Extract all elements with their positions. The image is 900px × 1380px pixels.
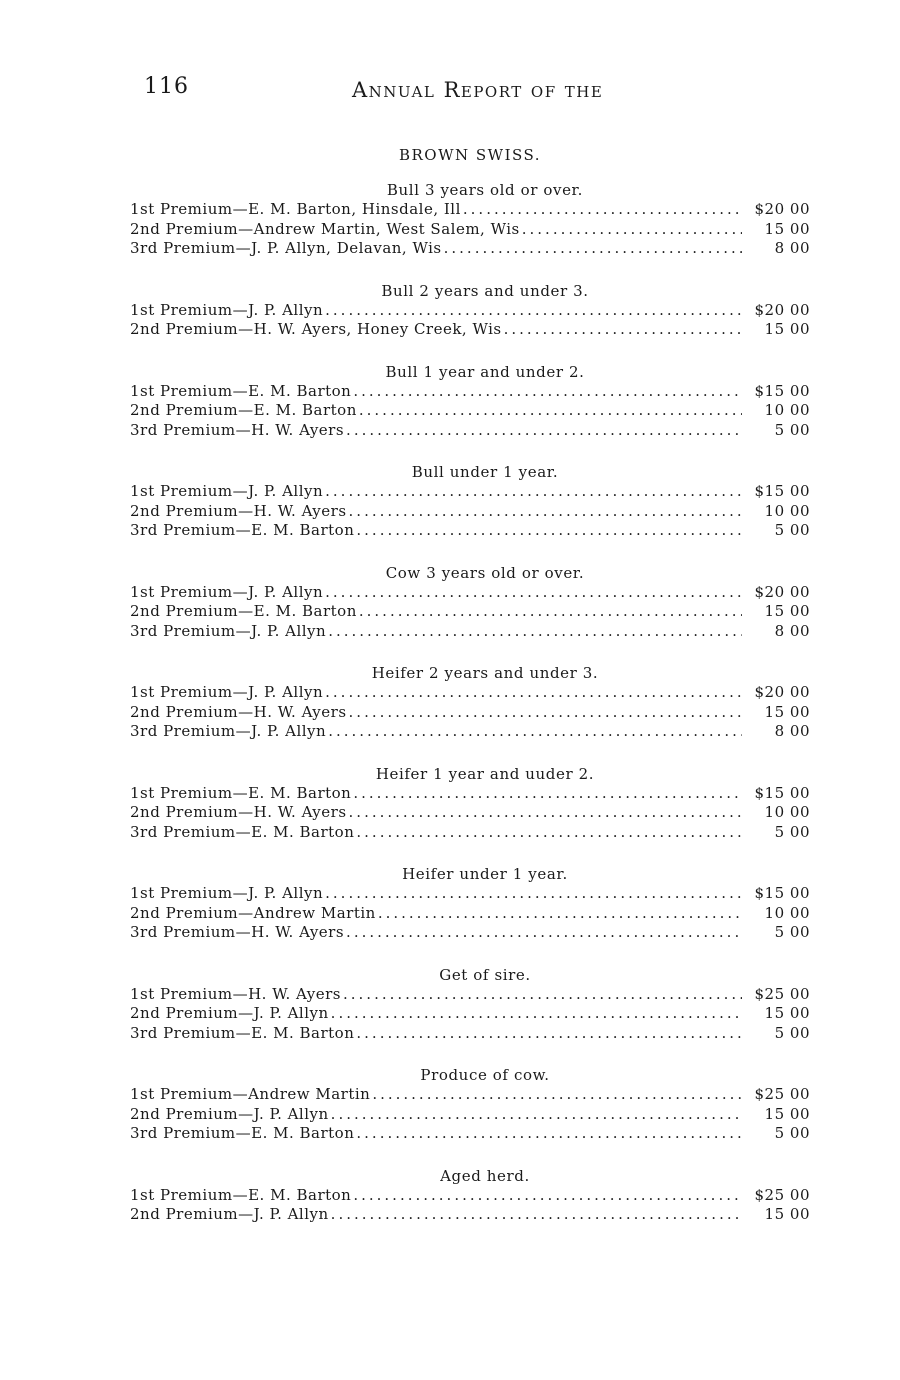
dot-leader	[356, 823, 742, 843]
class-title: Heifer 2 years and under 3.	[371, 664, 599, 682]
page-header	[144, 74, 804, 108]
award-dash: —	[238, 501, 254, 520]
award-winner: J. P. Allyn	[248, 582, 324, 601]
class-block	[130, 764, 810, 843]
award-place: 3rd Premium	[130, 621, 236, 640]
award-dash: —	[235, 822, 252, 841]
dot-leader	[346, 923, 742, 943]
award-row	[130, 382, 810, 402]
award-amount: $15 00	[754, 783, 810, 802]
award-place: 2nd Premium	[130, 903, 239, 922]
award-dash: —	[235, 1023, 252, 1042]
award-winner: J. P. Allyn	[251, 722, 327, 740]
award-winner: H. W. Ayers, Honey Creek, Wis	[253, 320, 502, 338]
award-row	[130, 602, 810, 622]
page-number: 116	[144, 74, 189, 99]
class-title: Heifer 1 year and uuder 2.	[375, 764, 595, 783]
award-winner: J. P. Allyn	[248, 482, 324, 500]
award-dash: —	[232, 300, 249, 319]
award-amount: 15 00	[764, 219, 810, 238]
award-dash: —	[235, 521, 252, 539]
award-place: 2nd Premium	[130, 1205, 239, 1223]
award-dash: —	[232, 1085, 249, 1103]
dot-leader	[349, 703, 742, 723]
award-winner: E. M. Barton	[251, 1023, 355, 1042]
award-winner: J. P. Allyn	[248, 884, 324, 902]
award-amount: 8 00	[774, 621, 810, 640]
award-dash: —	[238, 702, 254, 721]
dot-leader	[356, 1124, 742, 1144]
award-amount: $25 00	[754, 1085, 810, 1103]
award-amount: $15 00	[754, 884, 810, 902]
award-row	[130, 803, 810, 823]
dot-leader	[444, 239, 742, 259]
class-block	[130, 663, 810, 742]
class-block	[130, 864, 810, 943]
award-place: 2nd Premium	[130, 1104, 239, 1123]
dot-leader	[349, 502, 742, 522]
award-place: 2nd Premium	[130, 219, 239, 238]
award-place: 1st Premium	[130, 381, 233, 400]
award-dash: —	[232, 1185, 249, 1204]
award-winner: E. M. Barton	[248, 1185, 352, 1204]
award-amount: $15 00	[754, 482, 810, 500]
section-title: BROWN SWISS.	[398, 146, 542, 164]
award-dash: —	[232, 582, 249, 601]
dot-leader	[372, 1085, 742, 1105]
award-place: 1st Premium	[130, 984, 233, 1003]
award-place: 3rd Premium	[130, 521, 236, 539]
award-winner: Andrew Martin	[248, 1085, 371, 1103]
award-place: 2nd Premium	[130, 320, 239, 338]
award-amount: 15 00	[764, 1004, 810, 1022]
class-block	[130, 462, 810, 541]
award-place: 2nd Premium	[130, 803, 239, 821]
class-title: Get of sire.	[439, 965, 531, 984]
award-amount: 15 00	[764, 602, 810, 620]
award-dash: —	[238, 1104, 254, 1123]
award-dash: —	[232, 783, 249, 802]
award-winner: J. P. Allyn	[253, 1104, 329, 1123]
award-row	[130, 1105, 810, 1125]
award-row	[130, 200, 810, 220]
class-title: Produce of cow.	[420, 1066, 550, 1084]
award-amount: 8 00	[774, 239, 810, 257]
award-row	[130, 622, 810, 642]
award-place: 1st Premium	[130, 200, 233, 218]
class-block	[130, 1166, 810, 1225]
award-amount: 5 00	[774, 923, 810, 941]
award-winner: H. W. Ayers	[253, 501, 347, 520]
award-row	[130, 1004, 810, 1024]
dot-leader	[346, 421, 742, 441]
award-amount: 10 00	[764, 401, 810, 419]
dot-leader	[331, 1105, 742, 1125]
award-amount: 10 00	[764, 501, 810, 520]
award-amount: $20 00	[754, 582, 810, 601]
award-place: 2nd Premium	[130, 702, 239, 721]
award-place: 1st Premium	[130, 582, 233, 601]
award-dash: —	[235, 923, 252, 941]
class-title: Bull 2 years and under 3.	[381, 281, 589, 300]
award-row	[130, 1124, 810, 1144]
award-row	[130, 301, 810, 321]
award-dash: —	[235, 722, 252, 740]
award-row	[130, 239, 810, 259]
award-row	[130, 401, 810, 421]
award-dash: —	[235, 239, 252, 257]
award-winner: J. P. Allyn	[253, 1205, 329, 1223]
class-title: Cow 3 years old or over.	[385, 563, 585, 582]
dot-leader	[356, 521, 742, 541]
award-place: 3rd Premium	[130, 1124, 236, 1142]
dot-leader	[349, 803, 742, 823]
award-row	[130, 320, 810, 340]
award-row	[130, 1085, 810, 1105]
dot-leader	[331, 1004, 742, 1024]
award-place: 1st Premium	[130, 884, 233, 902]
award-dash: —	[232, 200, 249, 218]
award-dash: —	[238, 320, 254, 338]
award-place: 3rd Premium	[130, 822, 236, 841]
award-row	[130, 884, 810, 904]
dot-leader	[463, 200, 742, 220]
award-dash: —	[238, 602, 254, 620]
award-amount: 5 00	[774, 1023, 810, 1042]
award-winner: Andrew Martin, West Salem, Wis	[253, 219, 520, 238]
award-row	[130, 583, 810, 603]
dot-leader	[328, 622, 742, 642]
award-winner: H. W. Ayers	[251, 420, 345, 439]
award-winner: E. M. Barton	[251, 521, 355, 539]
dot-leader	[343, 985, 742, 1005]
award-dash: —	[238, 401, 254, 419]
award-winner: E. M. Barton, Hinsdale, Ill	[248, 200, 461, 218]
award-amount: 15 00	[764, 702, 810, 721]
class-block	[130, 1065, 810, 1144]
award-winner: J. P. Allyn	[253, 1004, 329, 1022]
award-winner: J. P. Allyn	[251, 621, 327, 640]
award-winner: E. M. Barton	[253, 401, 357, 419]
award-row	[130, 683, 810, 703]
award-row	[130, 703, 810, 723]
class-block	[130, 281, 810, 340]
dot-leader	[359, 401, 742, 421]
dot-leader	[378, 904, 742, 924]
award-amount: 5 00	[774, 420, 810, 439]
award-winner: E. M. Barton	[253, 602, 357, 620]
award-row	[130, 220, 810, 240]
award-dash: —	[235, 621, 252, 640]
dot-leader	[356, 1024, 742, 1044]
award-place: 1st Premium	[130, 683, 233, 701]
award-place: 1st Premium	[130, 783, 233, 802]
award-winner: H. W. Ayers	[248, 984, 341, 1003]
award-row	[130, 784, 810, 804]
award-winner: H. W. Ayers	[253, 702, 347, 721]
award-winner: J. P. Allyn	[248, 300, 324, 319]
award-amount: $20 00	[754, 300, 810, 319]
award-row	[130, 1024, 810, 1044]
award-amount: 5 00	[774, 521, 810, 539]
award-dash: —	[232, 381, 249, 400]
dot-leader	[504, 320, 742, 340]
class-block	[130, 180, 810, 259]
dot-leader	[328, 722, 742, 742]
dot-leader	[325, 583, 742, 603]
dot-leader	[331, 1205, 742, 1225]
award-place: 1st Premium	[130, 300, 233, 319]
award-amount: 5 00	[774, 1124, 810, 1142]
award-row	[130, 823, 810, 843]
class-block	[130, 965, 810, 1044]
award-place: 2nd Premium	[130, 1004, 239, 1022]
award-winner: H. W. Ayers	[251, 923, 345, 941]
award-dash: —	[232, 482, 249, 500]
award-amount: $25 00	[754, 984, 810, 1003]
award-dash: —	[235, 420, 252, 439]
award-amount: $20 00	[754, 200, 810, 218]
award-row	[130, 904, 810, 924]
award-place: 2nd Premium	[130, 501, 239, 520]
award-winner: H. W. Ayers	[253, 803, 347, 821]
award-row	[130, 1205, 810, 1225]
award-row	[130, 722, 810, 742]
award-amount: $25 00	[754, 1185, 810, 1204]
award-dash: —	[232, 984, 249, 1003]
award-winner: E. M. Barton	[248, 381, 352, 400]
award-amount: 15 00	[764, 1205, 810, 1223]
class-title: Bull 1 year and under 2.	[385, 362, 585, 381]
award-winner: E. M. Barton	[251, 1124, 355, 1142]
award-amount: 15 00	[764, 320, 810, 338]
dot-leader	[359, 602, 742, 622]
award-place: 2nd Premium	[130, 602, 239, 620]
award-amount: $15 00	[754, 381, 810, 400]
award-place: 3rd Premium	[130, 420, 236, 439]
award-row	[130, 482, 810, 502]
award-place: 3rd Premium	[130, 722, 236, 740]
award-dash: —	[232, 884, 249, 902]
award-winner: E. M. Barton	[251, 822, 355, 841]
award-winner: J. P. Allyn, Delavan, Wis	[251, 239, 442, 257]
dot-leader	[353, 382, 742, 402]
award-amount: 10 00	[764, 903, 810, 922]
award-dash: —	[238, 1004, 254, 1022]
award-place: 1st Premium	[130, 482, 233, 500]
award-amount: 8 00	[774, 722, 810, 740]
dot-leader	[325, 683, 742, 703]
award-dash: —	[238, 803, 254, 821]
award-row	[130, 985, 810, 1005]
class-title: Bull under 1 year.	[411, 463, 559, 481]
dot-leader	[325, 482, 742, 502]
dot-leader	[325, 301, 742, 321]
award-dash: —	[238, 1205, 254, 1223]
award-place: 3rd Premium	[130, 1023, 236, 1042]
award-dash: —	[238, 219, 254, 238]
award-amount: $20 00	[754, 683, 810, 701]
award-place: 1st Premium	[130, 1085, 233, 1103]
award-row	[130, 1186, 810, 1206]
award-winner: J. P. Allyn	[248, 683, 324, 701]
award-place: 1st Premium	[130, 1185, 233, 1204]
running-head: Annual Report of the	[352, 78, 604, 102]
award-winner: Andrew Martin	[253, 903, 376, 922]
award-row	[130, 521, 810, 541]
award-place: 2nd Premium	[130, 401, 239, 419]
dot-leader	[325, 884, 742, 904]
class-title: Heifer under 1 year.	[402, 865, 568, 883]
class-block	[130, 362, 810, 441]
class-title: Bull 3 years old or over.	[386, 181, 584, 199]
award-amount: 15 00	[764, 1104, 810, 1123]
award-winner: E. M. Barton	[248, 783, 352, 802]
award-row	[130, 923, 810, 943]
award-place: 3rd Premium	[130, 239, 236, 257]
award-place: 3rd Premium	[130, 923, 236, 941]
class-block	[130, 563, 810, 642]
award-dash: —	[238, 903, 254, 922]
award-amount: 5 00	[774, 822, 810, 841]
dot-leader	[353, 1186, 742, 1206]
dot-leader	[522, 220, 742, 240]
class-title: Aged herd.	[440, 1166, 530, 1185]
dot-leader	[353, 784, 742, 804]
premium-list	[130, 180, 810, 1247]
award-dash: —	[232, 683, 249, 701]
award-amount: 10 00	[764, 803, 810, 821]
award-row	[130, 421, 810, 441]
award-dash: —	[235, 1124, 252, 1142]
award-row	[130, 502, 810, 522]
